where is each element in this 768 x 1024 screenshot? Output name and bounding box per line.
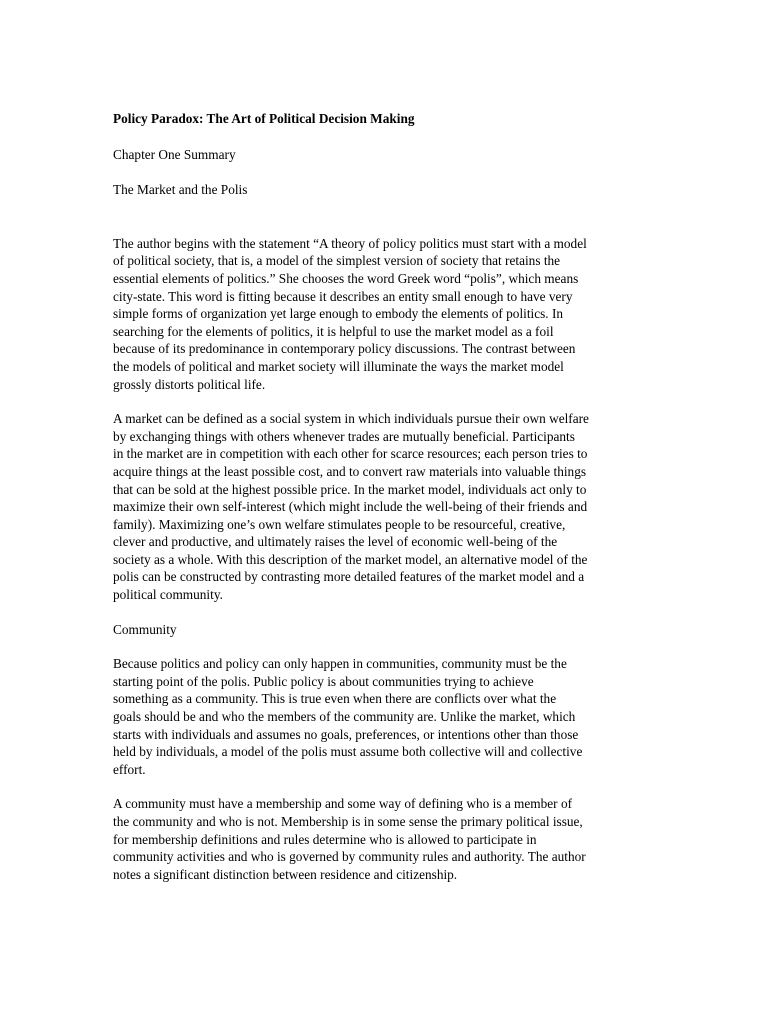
paragraph-membership (113, 795, 656, 883)
text-line: of political society, that is, a model of the simplest version of society that retains the (113, 253, 561, 269)
text-line: starting point of the polis. Public policy is about communities trying to achieve (113, 673, 534, 689)
community-heading: Community (113, 621, 177, 637)
text-line: because of its predominance in contemporary policy discussions. The contrast between (113, 341, 576, 357)
text-line: notes a significant distinction between residence and citizenship. (113, 866, 458, 882)
document-title: Policy Paradox: The Art of Political Decision Making (113, 111, 415, 126)
text-line: something as a community. This is true even when there are conflicts over what the (113, 691, 557, 707)
text-line: the community and who is not. Membership is in some sense the primary political issue, (113, 814, 583, 829)
text-line: community activities and who is governed by community rules and authority. The author (113, 849, 586, 865)
paragraph-community (113, 655, 656, 778)
text-line: polis can be constructed by contrasting more detailed features of the market model and a (113, 569, 585, 585)
text-line: in the market are in competition with each other for scarce resources; each person tries to (113, 446, 588, 462)
text-line: by exchanging things with others whenever trades are mutually beneficial. Participants (113, 428, 575, 444)
text-line: the models of political and market society will illuminate the ways the market model (113, 358, 564, 374)
document-page (113, 110, 656, 900)
text-line: searching for the elements of politics, it is helpful to use the market model as a foil (113, 323, 554, 339)
text-line: that can be sold at the highest possible price. In the market model, individuals act only to (113, 481, 587, 497)
paragraph-intro (113, 235, 656, 393)
text-line: family). Maximizing one’s own welfare stimulates people to be resourceful, creative, (113, 516, 566, 532)
text-line: for membership definitions and rules determine who is allowed to participate in (113, 831, 537, 847)
text-line: clever and productive, and ultimately raises the level of economic well-being of the (113, 534, 558, 550)
chapter-label: Chapter One Summary (113, 146, 236, 162)
text-line: maximize their own self-interest (which might include the well-being of their friends and (113, 499, 588, 515)
text-line: The author begins with the statement “A theory of policy politics must start with a model (113, 235, 587, 251)
text-line: acquire things at the least possible cost, and to convert raw materials into valuable things (113, 463, 587, 479)
text-line: goals should be and who the members of the community are. Unlike the market, which (113, 709, 576, 725)
text-line: A market can be defined as a social system in which individuals pursue their own welfare (113, 411, 589, 427)
spacer (113, 217, 656, 235)
text-line: grossly distorts political life. (113, 376, 266, 392)
text-line: A community must have a membership and some way of defining who is a member of (113, 796, 573, 812)
section-title: The Market and the Polis (113, 182, 248, 198)
text-line: city-state. This word is fitting because it describes an entity small enough to have very (113, 288, 573, 304)
paragraph-market (113, 410, 656, 604)
text-line: starts with individuals and assumes no goals, preferences, or intentions other than those (113, 726, 579, 742)
text-line: effort. (113, 761, 146, 777)
text-line: essential elements of politics.” She chooses the word Greek word “polis”, which means (113, 270, 579, 286)
text-line: Because politics and policy can only happen in communities, community must be the (113, 656, 567, 672)
text-line: society as a whole. With this description of the market model, an alternative model of the (113, 551, 588, 567)
text-line: political community. (113, 587, 223, 603)
text-line: held by individuals, a model of the polis must assume both collective will and collective (113, 744, 583, 760)
text-line: simple forms of organization yet large enough to embody the elements of politics. In (113, 306, 564, 322)
